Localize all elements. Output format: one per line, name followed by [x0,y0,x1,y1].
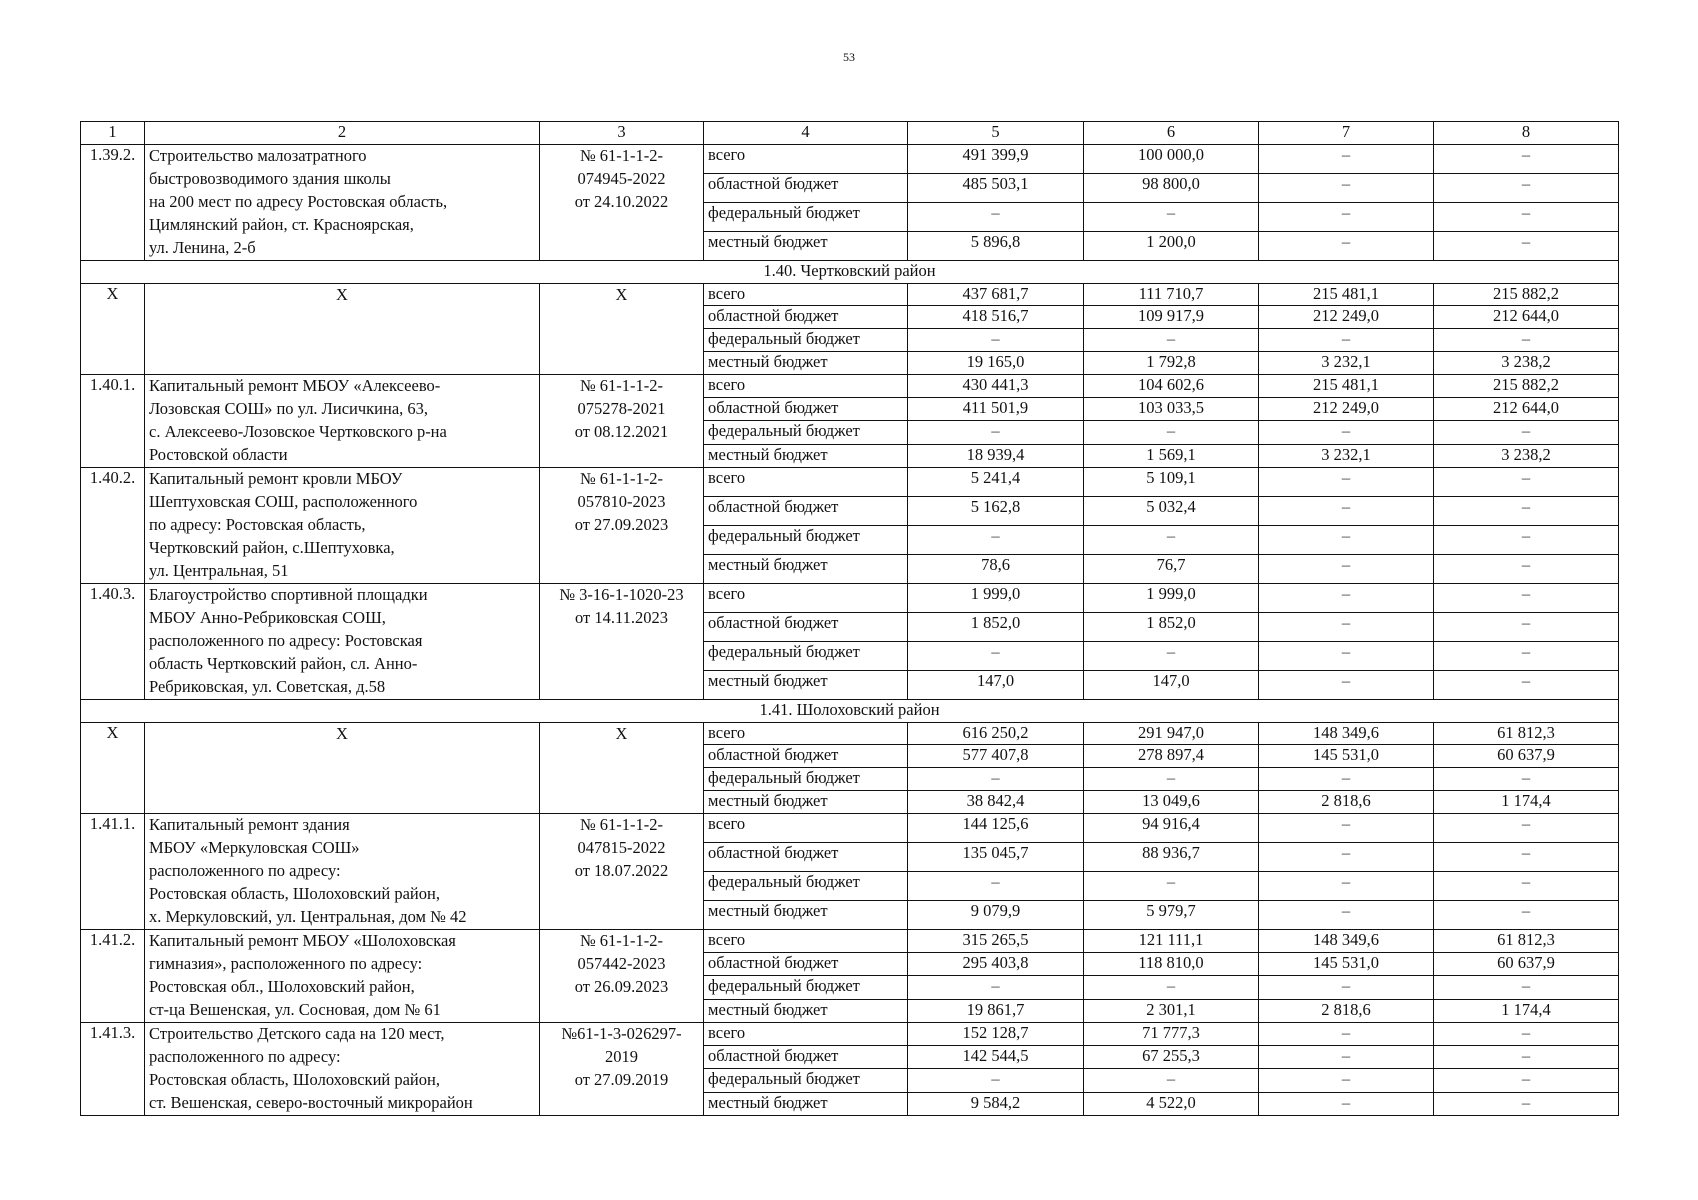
document-line: от 27.09.2019 [574,1069,669,1089]
document-line: 057442-2023 [577,953,666,973]
amount-cell: 121 111,1 [1084,929,1259,952]
amount-cell: 3 232,1 [1259,444,1434,467]
item-description-cell [145,467,540,583]
item-number-cell: 1.40.1. [81,374,145,467]
amount-cell: 19 165,0 [908,351,1084,374]
budget-label-cell: местный бюджет [704,999,908,1022]
amount-cell: – [1434,1092,1619,1115]
amount-cell: – [1434,1069,1619,1092]
amount-cell: 212 644,0 [1434,306,1619,329]
table-row [81,929,1619,952]
description-line: Ростовская обл., Шолоховский район, [149,976,415,996]
amount-cell: – [908,976,1084,999]
description-line: гимназия», расположенного по адресу: [149,953,423,973]
budget-label-cell: областной бюджет [704,842,908,871]
amount-cell: – [908,525,1084,554]
description-line: Капитальный ремонт кровли МБОУ [149,468,403,488]
document-line: 075278-2021 [577,398,666,418]
budget-label-cell: всего [704,1022,908,1045]
document-line: № 3-16-1-1020-23 [559,584,684,604]
description-line: х. Меркуловский, ул. Центральная, дом № 42 [149,906,467,926]
amount-cell: – [1259,421,1434,444]
amount-cell: – [1434,1022,1619,1045]
document-number-cell [540,722,704,813]
amount-cell: – [1084,525,1259,554]
amount-cell: – [1259,1092,1434,1115]
table-row [81,467,1619,496]
document-line: Х [615,284,628,304]
description-line: Лозовская СОШ» по ул. Лисичкина, 63, [149,398,429,418]
description-line: Цимлянский район, ст. Красноярская, [149,214,414,234]
budget-label-cell: областной бюджет [704,1046,908,1069]
header-cell: 1 [81,122,145,145]
amount-cell: – [1259,813,1434,842]
budget-label-cell: всего [704,722,908,745]
table-row [81,144,1619,173]
amount-cell: 1 174,4 [1434,999,1619,1022]
budget-label-cell: областной бюджет [704,173,908,202]
amount-cell: 145 531,0 [1259,953,1434,976]
amount-cell: – [908,768,1084,791]
amount-cell: – [1434,421,1619,444]
page-number: 53 [843,50,855,64]
section-title: 1.41. Шолоховский район [81,699,1619,722]
amount-cell: 491 399,9 [908,144,1084,173]
item-number-cell: Х [81,722,145,813]
amount-cell: 2 818,6 [1259,790,1434,813]
header-cell: 7 [1259,122,1434,145]
amount-cell: 145 531,0 [1259,745,1434,768]
amount-cell: – [908,202,1084,231]
item-description-cell [145,144,540,260]
amount-cell: 315 265,5 [908,929,1084,952]
description-line: МБОУ Анно-Ребриковская СОШ, [149,607,386,627]
budget-label-cell: областной бюджет [704,953,908,976]
amount-cell: – [1259,583,1434,612]
header-cell: 3 [540,122,704,145]
budget-label-cell: местный бюджет [704,444,908,467]
amount-cell: – [1434,842,1619,871]
amount-cell: 3 238,2 [1434,444,1619,467]
document-line: от 08.12.2021 [574,421,669,441]
amount-cell: 1 852,0 [1084,612,1259,641]
amount-cell: 18 939,4 [908,444,1084,467]
budget-label-cell: областной бюджет [704,612,908,641]
amount-cell: – [1434,496,1619,525]
description-line: Капитальный ремонт здания [149,814,350,834]
amount-cell: – [1259,670,1434,699]
item-number-cell: 1.40.2. [81,467,145,583]
description-line: Ростовская область, Шолоховский район, [149,1069,440,1089]
amount-cell: – [1434,329,1619,352]
amount-cell: 485 503,1 [908,173,1084,202]
table-row [81,722,1619,745]
document-line: 074945-2022 [577,168,666,188]
header-row [81,122,1619,145]
amount-cell: – [1259,612,1434,641]
amount-cell: – [1434,768,1619,791]
amount-cell: 212 249,0 [1259,398,1434,421]
amount-cell: 100 000,0 [1084,144,1259,173]
amount-cell: 1 792,8 [1084,351,1259,374]
amount-cell: 103 033,5 [1084,398,1259,421]
description-line: область Чертковский район, сл. Анно- [149,653,418,673]
amount-cell: 78,6 [908,554,1084,583]
amount-cell: 88 936,7 [1084,842,1259,871]
budget-label-cell: всего [704,929,908,952]
amount-cell: – [908,1069,1084,1092]
budget-label-cell: всего [704,583,908,612]
amount-cell: – [908,871,1084,900]
amount-cell: 4 522,0 [1084,1092,1259,1115]
amount-cell: 1 200,0 [1084,231,1259,260]
amount-cell: 1 999,0 [1084,583,1259,612]
amount-cell: 148 349,6 [1259,929,1434,952]
item-number-cell: 1.39.2. [81,144,145,260]
header-cell: 4 [704,122,908,145]
table-row [81,374,1619,397]
item-number-cell: 1.41.1. [81,813,145,929]
amount-cell: 148 349,6 [1259,722,1434,745]
header-cell: 6 [1084,122,1259,145]
item-description-cell [145,929,540,1022]
amount-cell: 61 812,3 [1434,722,1619,745]
budget-label-cell: областной бюджет [704,745,908,768]
amount-cell: – [1259,144,1434,173]
budget-label-cell: всего [704,813,908,842]
amount-cell: 9 584,2 [908,1092,1084,1115]
document-line: № 61-1-1-2- [579,145,664,165]
amount-cell: 76,7 [1084,554,1259,583]
amount-cell: 212 249,0 [1259,306,1434,329]
header-cell: 5 [908,122,1084,145]
amount-cell: – [1084,421,1259,444]
document-number-cell [540,144,704,260]
document-line: 047815-2022 [577,837,666,857]
budget-label-cell: федеральный бюджет [704,976,908,999]
description-line: Капитальный ремонт МБОУ «Шолоховская [149,930,456,950]
budget-label-cell: федеральный бюджет [704,1069,908,1092]
description-line: ул. Ленина, 2-б [149,237,256,257]
budget-table [80,121,1619,1116]
description-line: Строительство Детского сада на 120 мест, [149,1023,445,1043]
amount-cell: – [1084,871,1259,900]
description-line: расположенного по адресу: [149,1046,341,1066]
budget-label-cell: местный бюджет [704,554,908,583]
description-line: Строительство малозатратного [149,145,367,165]
item-number-cell: 1.40.3. [81,583,145,699]
amount-cell: – [1084,976,1259,999]
amount-cell: – [1434,871,1619,900]
amount-cell: – [1259,871,1434,900]
description-line: Ростовская область, Шолоховский район, [149,883,440,903]
amount-cell: – [1434,554,1619,583]
amount-cell: – [1434,900,1619,929]
description-line: Ростовской области [149,444,288,464]
budget-label-cell: местный бюджет [704,1092,908,1115]
amount-cell: 61 812,3 [1434,929,1619,952]
budget-label-cell: областной бюджет [704,398,908,421]
amount-cell: 616 250,2 [908,722,1084,745]
amount-cell: 291 947,0 [1084,722,1259,745]
amount-cell: – [1259,202,1434,231]
table-row [81,1022,1619,1045]
amount-cell: 430 441,3 [908,374,1084,397]
amount-cell: – [1084,329,1259,352]
amount-cell: 215 481,1 [1259,374,1434,397]
amount-cell: – [1434,144,1619,173]
section-title: 1.40. Чертковский район [81,260,1619,283]
amount-cell: – [1259,1022,1434,1045]
description-line: Х [336,723,348,743]
document-line: № 61-1-1-2- [579,930,664,950]
amount-cell: – [1434,202,1619,231]
document-line: №61-1-3-026297- [561,1023,682,1043]
budget-label-cell: федеральный бюджет [704,641,908,670]
document-line: от 26.09.2023 [574,976,669,996]
description-line: ст-ца Вешенская, ул. Сосновая, дом № 61 [149,999,441,1019]
amount-cell: 577 407,8 [908,745,1084,768]
amount-cell: – [908,641,1084,670]
amount-cell: 411 501,9 [908,398,1084,421]
amount-cell: 5 979,7 [1084,900,1259,929]
document-number-cell [540,467,704,583]
amount-cell: 98 800,0 [1084,173,1259,202]
amount-cell: 147,0 [908,670,1084,699]
table-row [81,813,1619,842]
amount-cell: 437 681,7 [908,283,1084,306]
section-row [81,699,1619,722]
amount-cell: – [1084,202,1259,231]
description-line: по адресу: Ростовская область, [149,514,366,534]
description-line: Шептуховская СОШ, расположенного [149,491,418,511]
amount-cell: – [1434,670,1619,699]
budget-label-cell: федеральный бюджет [704,768,908,791]
amount-cell: – [1084,641,1259,670]
amount-cell: 295 403,8 [908,953,1084,976]
document-number-cell [540,283,704,374]
amount-cell: 215 882,2 [1434,283,1619,306]
amount-cell: 5 896,8 [908,231,1084,260]
budget-label-cell: областной бюджет [704,306,908,329]
budget-label-cell: федеральный бюджет [704,421,908,444]
amount-cell: 1 852,0 [908,612,1084,641]
amount-cell: – [1259,1046,1434,1069]
budget-label-cell: местный бюджет [704,670,908,699]
amount-cell: – [1259,976,1434,999]
document-number-cell [540,583,704,699]
amount-cell: – [1434,976,1619,999]
amount-cell: 9 079,9 [908,900,1084,929]
amount-cell: – [1259,467,1434,496]
budget-label-cell: местный бюджет [704,231,908,260]
item-number-cell: Х [81,283,145,374]
item-description-cell [145,813,540,929]
header-cell: 2 [145,122,540,145]
amount-cell: – [1259,329,1434,352]
amount-cell: 1 174,4 [1434,790,1619,813]
section-row [81,260,1619,283]
description-line: с. Алексеево-Лозовское Чертковского р-на [149,421,447,441]
document-line: от 18.07.2022 [574,860,669,880]
document-line: от 14.11.2023 [574,607,668,627]
table-body [81,122,1619,1116]
budget-label-cell: федеральный бюджет [704,525,908,554]
amount-cell: 118 810,0 [1084,953,1259,976]
amount-cell: 147,0 [1084,670,1259,699]
amount-cell: – [1084,768,1259,791]
budget-label-cell: федеральный бюджет [704,202,908,231]
description-line: Чертковский район, с.Шептуховка, [149,537,395,557]
document-line: № 61-1-1-2- [579,375,664,395]
amount-cell: – [1434,612,1619,641]
document-number-cell [540,374,704,467]
amount-cell: 5 109,1 [1084,467,1259,496]
document-line: от 24.10.2022 [574,191,669,211]
amount-cell: 142 544,5 [908,1046,1084,1069]
amount-cell: 67 255,3 [1084,1046,1259,1069]
description-line: расположенного по адресу: Ростовская [149,630,423,650]
item-description-cell [145,1022,540,1115]
budget-label-cell: всего [704,374,908,397]
document-line: 057810-2023 [577,491,666,511]
table-row [81,583,1619,612]
amount-cell: – [1434,231,1619,260]
description-line: быстровозводимого здания школы [149,168,391,188]
description-line: Благоустройство спортивной площадки [149,584,428,604]
amount-cell: 2 301,1 [1084,999,1259,1022]
amount-cell: 19 861,7 [908,999,1084,1022]
document-number-cell [540,813,704,929]
amount-cell: – [1434,813,1619,842]
item-description-cell [145,583,540,699]
amount-cell: 5 162,8 [908,496,1084,525]
amount-cell: 278 897,4 [1084,745,1259,768]
amount-cell: – [1259,554,1434,583]
item-description-cell [145,722,540,813]
item-description-cell [145,283,540,374]
amount-cell: 60 637,9 [1434,745,1619,768]
description-line: ул. Центральная, 51 [149,560,289,580]
amount-cell: 144 125,6 [908,813,1084,842]
amount-cell: – [1259,496,1434,525]
budget-label-cell: областной бюджет [704,496,908,525]
amount-cell: 212 644,0 [1434,398,1619,421]
amount-cell: – [1259,900,1434,929]
budget-label-cell: местный бюджет [704,900,908,929]
budget-label-cell: всего [704,144,908,173]
amount-cell: 2 818,6 [1259,999,1434,1022]
amount-cell: 418 516,7 [908,306,1084,329]
amount-cell: 3 232,1 [1259,351,1434,374]
budget-label-cell: федеральный бюджет [704,329,908,352]
amount-cell: – [1259,173,1434,202]
amount-cell: – [1434,525,1619,554]
document-line: № 61-1-1-2- [579,468,664,488]
amount-cell: – [1259,641,1434,670]
amount-cell: 111 710,7 [1084,283,1259,306]
amount-cell: – [1434,583,1619,612]
budget-label-cell: федеральный бюджет [704,871,908,900]
amount-cell: – [1259,525,1434,554]
description-line: на 200 мест по адресу Ростовская область, [149,191,448,211]
amount-cell: 1 999,0 [908,583,1084,612]
amount-cell: 60 637,9 [1434,953,1619,976]
amount-cell: – [1259,231,1434,260]
amount-cell: 3 238,2 [1434,351,1619,374]
amount-cell: – [908,421,1084,444]
amount-cell: – [1434,467,1619,496]
item-description-cell [145,374,540,467]
amount-cell: 215 882,2 [1434,374,1619,397]
description-line: Капитальный ремонт МБОУ «Алексеево- [149,375,441,395]
document-number-cell [540,929,704,1022]
amount-cell: 94 916,4 [1084,813,1259,842]
amount-cell: 135 045,7 [908,842,1084,871]
header-cell: 8 [1434,122,1619,145]
description-line: ст. Вешенская, северо-восточный микрорайон [149,1092,473,1112]
budget-label-cell: всего [704,283,908,306]
amount-cell: – [1434,1046,1619,1069]
item-number-cell: 1.41.3. [81,1022,145,1115]
amount-cell: 38 842,4 [908,790,1084,813]
description-line: Ребриковская, ул. Советская, д.58 [149,676,386,696]
amount-cell: – [1084,1069,1259,1092]
amount-cell: 152 128,7 [908,1022,1084,1045]
amount-cell: – [1434,173,1619,202]
amount-cell: 13 049,6 [1084,790,1259,813]
amount-cell: 71 777,3 [1084,1022,1259,1045]
amount-cell: – [1259,1069,1434,1092]
amount-cell: 109 917,9 [1084,306,1259,329]
amount-cell: 5 241,4 [908,467,1084,496]
document-number-cell [540,1022,704,1115]
budget-label-cell: местный бюджет [704,790,908,813]
document-line: № 61-1-1-2- [579,814,664,834]
amount-cell: 1 569,1 [1084,444,1259,467]
document-line: от 27.09.2023 [574,514,669,534]
description-line: МБОУ «Меркуловская СОШ» [149,837,360,857]
description-line: Х [336,284,348,304]
amount-cell: – [908,329,1084,352]
amount-cell: – [1434,641,1619,670]
budget-label-cell: местный бюджет [704,351,908,374]
amount-cell: – [1259,842,1434,871]
amount-cell: 104 602,6 [1084,374,1259,397]
amount-cell: 215 481,1 [1259,283,1434,306]
amount-cell: – [1259,768,1434,791]
table-row [81,283,1619,306]
description-line: расположенного по адресу: [149,860,341,880]
item-number-cell: 1.41.2. [81,929,145,1022]
document-line: 2019 [605,1046,638,1066]
amount-cell: 5 032,4 [1084,496,1259,525]
document-line: Х [615,723,628,743]
budget-label-cell: всего [704,467,908,496]
